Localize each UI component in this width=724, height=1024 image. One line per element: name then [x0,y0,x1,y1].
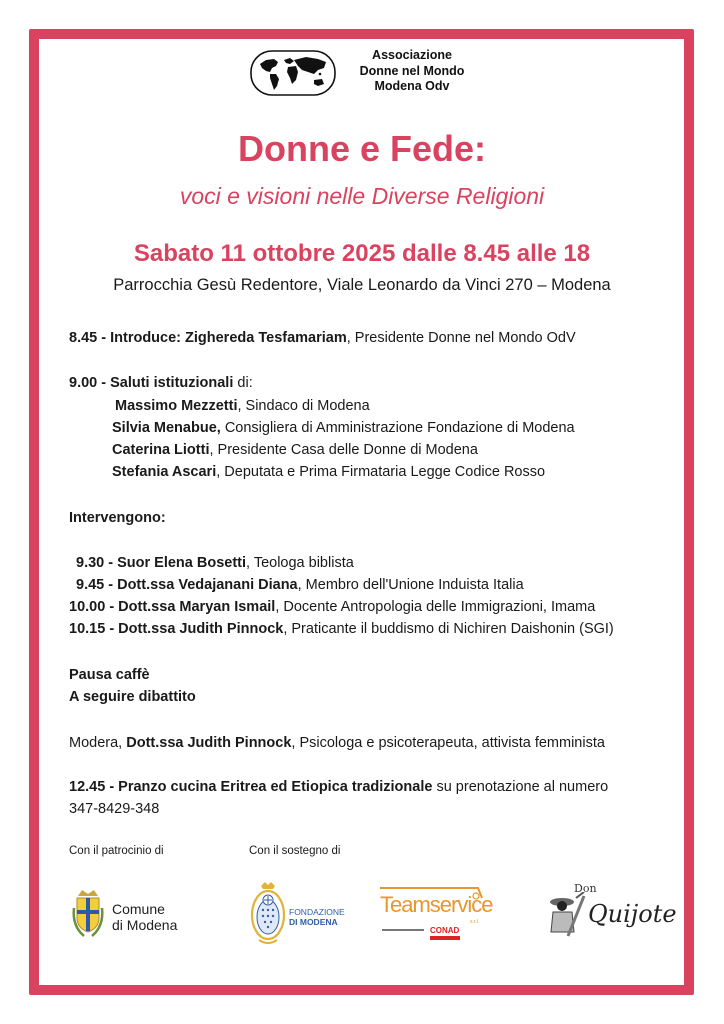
org-line-3: Modena Odv [374,79,450,93]
quijote-text: Quijote [588,900,677,928]
fondazione-line-2: DI MODENA [289,917,338,927]
debate [69,689,196,705]
comune-line-2: di Modena [112,917,178,933]
greeter-role: Consigliera di Amministrazione Fondazione di Modena [220,420,575,436]
moderator-name: Dott.ssa Judith Pinnock [126,735,292,751]
don-quijote-logo [544,882,677,944]
speaker-row [76,555,354,571]
greeter-name: Silvia Menabue, [112,420,221,436]
program-intro [69,330,576,346]
support-label: Con il sostegno di [249,845,341,857]
teamservice-fineprint [382,929,424,931]
greeter-row [112,442,478,458]
comune-line-1: Comune [112,901,165,917]
greetings-bold: 9.00 - Saluti istituzionali [69,375,234,391]
comune-modena-logo [70,888,190,944]
debate-text: A seguire dibattito [69,689,196,705]
event-date: Sabato 11 ottobre 2025 dalle 8.45 alle 18 [133,240,591,267]
conad-text: CONAD [430,926,460,935]
greeter-row [112,464,545,480]
speakers-heading-text: Intervengono: [69,510,166,526]
comune-modena-crest-icon [70,888,106,942]
speakers-heading [69,510,166,526]
greeter-name: Massimo Mezzetti [115,398,238,414]
greeter-row [112,420,575,436]
speaker-role: , Teologa biblista [246,555,354,571]
patronage-label: Con il patrocinio di [69,845,164,857]
speaker-row [76,577,524,593]
teamservice-srl: s.r.l. [470,919,480,925]
greeter-row [115,398,370,414]
teamservice-logo [378,884,493,942]
intro-bold: 8.45 - Introduce: Zighereda Tesfamariam [69,330,347,346]
program-greetings [69,375,253,391]
teamservice-text: Teamservice [380,892,493,917]
org-line-1: Associazione [372,48,452,62]
speaker-role: , Docente Antropologia delle Immigrazioni, Imama [275,599,596,615]
org-line-2: Donne nel Mondo [359,63,465,78]
speaker-role: , Praticante il buddismo di Nichiren Daishonin (SGI) [283,621,614,637]
don-text: Don [574,882,597,895]
greeter-name: Stefania Ascari [112,464,217,480]
greetings-rest: di: [233,375,253,391]
association-logo [250,48,490,100]
event-subtitle: voci e visioni nelle Diverse Religioni [179,183,545,209]
association-name [342,48,482,95]
speaker-name: 9.45 - Dott.ssa Vedajanani Diana [76,577,298,593]
lunch-bold: 12.45 - Pranzo cucina Eritrea ed Etiopica tradizionale [69,779,433,795]
greeter-role: , Deputata e Prima Firmataria Legge Codice Rosso [216,464,546,480]
speaker-name: 10.15 - Dott.ssa Judith Pinnock [69,621,284,637]
fondazione-modena-crest-icon [249,880,287,946]
event-title: Donne e Fede: [237,128,487,169]
greeter-role: , Sindaco di Modena [237,398,370,414]
speaker-row [69,599,595,615]
world-map-icon [250,50,336,96]
speaker-role: , Membro dell'Unione Induista Italia [297,577,524,593]
moderator-role: , Psicologa e psicoterapeuta, attivista femminista [291,735,605,751]
greeter-name: Caterina Liotti [112,442,210,458]
coffee-break [69,667,150,683]
lunch-rest: su prenotazione al numero [432,779,609,795]
lunch-phone: 347-8429-348 [69,801,160,817]
fondazione-line-1: FONDAZIONE [289,907,345,917]
conad-bar [430,936,460,940]
event-venue: Parrocchia Gesù Redentore, Viale Leonardo da Vinci 270 – Modena [113,276,611,294]
intro-rest: , Presidente Donne nel Mondo OdV [346,330,576,346]
greeter-role: , Presidente Casa delle Donne di Modena [209,442,478,458]
fondazione-modena-logo [249,880,349,950]
moderator [69,735,605,751]
coffee-break-text: Pausa caffè [69,667,150,683]
lunch [69,779,608,795]
speaker-name: 9.30 - Suor Elena Bosetti [76,555,247,571]
speaker-row [69,621,614,637]
moderator-pre: Modera, [69,735,127,751]
quijote-figure-icon [548,892,588,942]
speaker-name: 10.00 - Dott.ssa Maryan Ismail [69,599,276,615]
